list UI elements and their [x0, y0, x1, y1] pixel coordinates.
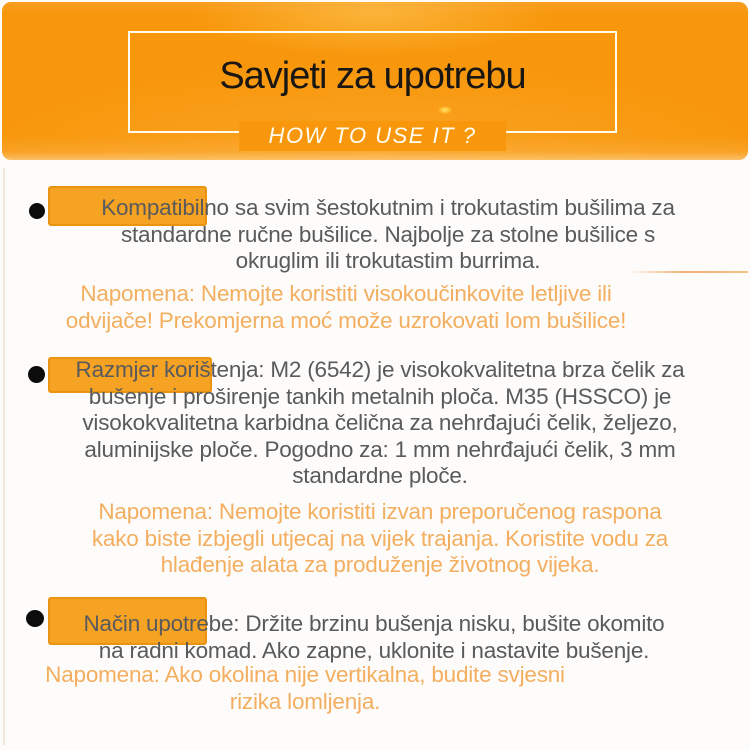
section-text-line: bušenje i proširenje tankih metalnih ploča. M35 (HSSCO) je — [88, 383, 672, 409]
note-text-line: hlađenje alata za produženje životnog vijeka. — [160, 552, 600, 577]
note-text-line: Napomena: Ako okolina nije vertikalna, budite svjesni — [45, 662, 565, 687]
note-text-line: kako biste izbjegli utjecaj na vijek trajanja. Koristite vodu za — [91, 525, 669, 551]
note-usage-range — [10, 499, 750, 579]
section-text-line: Način upotrebe: Držite brzinu bušenja nisku, bušite okomito — [83, 611, 665, 636]
page-subtitle: HOW TO USE IT ? — [239, 121, 507, 151]
note-text-line: Napomena: Nemojte koristiti izvan preporučenog raspona — [98, 499, 662, 524]
title-box — [128, 31, 617, 148]
section-usage-range — [10, 357, 750, 490]
section-text-line: na radni komad. Ako zapne, uklonite i nastavite bušenje. — [98, 637, 650, 663]
header-banner — [2, 2, 748, 160]
section-text-line: standardne ploče. — [292, 463, 468, 488]
section-text-line: okruglim ili trokutastim burrima. — [235, 248, 541, 273]
note-usage-method — [0, 662, 610, 715]
section-usage-method — [0, 611, 748, 664]
note-text-line: odvijače! Prekomjerna moć može uzrokovati lom bušilice! — [65, 307, 627, 333]
section-text-line: Razmjer korištenja: M2 (6542) je visokokvalitetna brza čelik za — [75, 357, 685, 382]
section-text-line: aluminijske ploče. Pogodno za: 1 mm nehrđajući čelik, 3 mm — [84, 436, 676, 462]
page-title: Savjeti za upotrebu — [219, 55, 526, 97]
note-compatibility — [0, 281, 692, 334]
section-compatibility — [26, 195, 750, 275]
glare-spot — [438, 106, 452, 114]
section-text-line: visokokvalitetna karbidna čelična za nehrđajući čelik, željezo, — [82, 410, 678, 435]
section-text-line: standardne ručne bušilice. Najbolje za stolne bušilice s — [120, 221, 656, 247]
note-text-line: Napomena: Nemojte koristiti visokoučinkovite letljive ili — [80, 281, 612, 306]
note-text-line: rizika lomljenja. — [229, 688, 381, 714]
section-text-line: Kompatibilno sa svim šestokutnim i trokutastim bušilima za — [101, 195, 675, 220]
